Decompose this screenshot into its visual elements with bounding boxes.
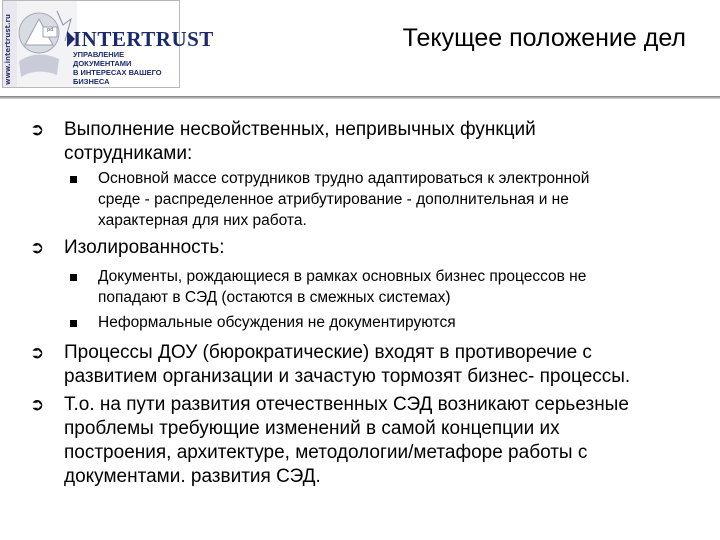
sub-bullet-item [98,312,678,333]
sub-bullet-line: характерная для них работа. [98,212,307,229]
svg-text:pd: pd [47,27,54,33]
sub-bullet-line: Основной массе сотрудников трудно адаптироваться к электронной [98,170,590,187]
bullet-item [64,341,684,389]
bullet-item [64,393,684,489]
bullet-line: Изолированность: [64,237,225,258]
bullet-item [64,118,684,166]
bullet-line: проблемы требующие изменений в самой концепции их [64,418,560,439]
arrow-bullet-icon: ➲ [30,343,45,363]
sub-bullet-item [98,168,678,231]
square-bullet-icon [70,274,77,281]
brand-name: INTERTRUST [73,27,214,51]
arrow-bullet-icon: ➲ [30,238,45,258]
bullet-item [64,236,684,260]
sub-bullet-line: среде - распределенное атрибутирование - дополнительная и не [98,191,569,208]
bullet-line: документами. развития СЭД. [64,466,321,487]
sub-bullet-line: Неформальные обсуждения не документируются [98,314,456,331]
square-bullet-icon [70,320,77,327]
bullet-line: Процессы ДОУ (бюрократические) входят в противоречие с [64,342,592,363]
bullet-line: Т.о. на пути развития отечественных СЭД возникают серьезные [64,394,629,415]
logo-graphic-icon [17,1,77,87]
slide-title: Текущее положение дел [402,24,686,52]
sub-bullet-item [98,266,678,308]
bullet-line: развитием организации и зачастую тормозят бизнес- процессы. [64,366,631,387]
company-logo [2,0,214,88]
arrow-bullet-icon: ➲ [30,120,45,140]
brand-tagline-line-1: УПРАВЛЕНИЕ ДОКУМЕНТАМИ [73,50,132,68]
bullet-line: Выполнение несвойственных, непривычных функций [64,119,536,140]
brand-tagline [73,50,179,86]
header-divider [0,96,720,99]
logo-side-text: www.intertrust.ru [4,14,12,85]
sub-bullet-line: Документы, рождающиеся в рамках основных бизнес процессов не [98,268,587,285]
bullet-line: сотрудниками: [64,143,193,164]
square-bullet-icon [70,176,77,183]
logo-side-strip [3,1,17,87]
arrow-bullet-icon: ➲ [30,395,45,415]
sub-bullet-line: попадают в СЭД (остаются в смежных системах) [98,289,451,306]
brand-tagline-line-2: В ИНТЕРЕСАХ ВАШЕГО БИЗНЕСА [73,68,162,86]
bullet-line: построения, архитектуре, методологии/метафоре работы с [64,442,588,463]
